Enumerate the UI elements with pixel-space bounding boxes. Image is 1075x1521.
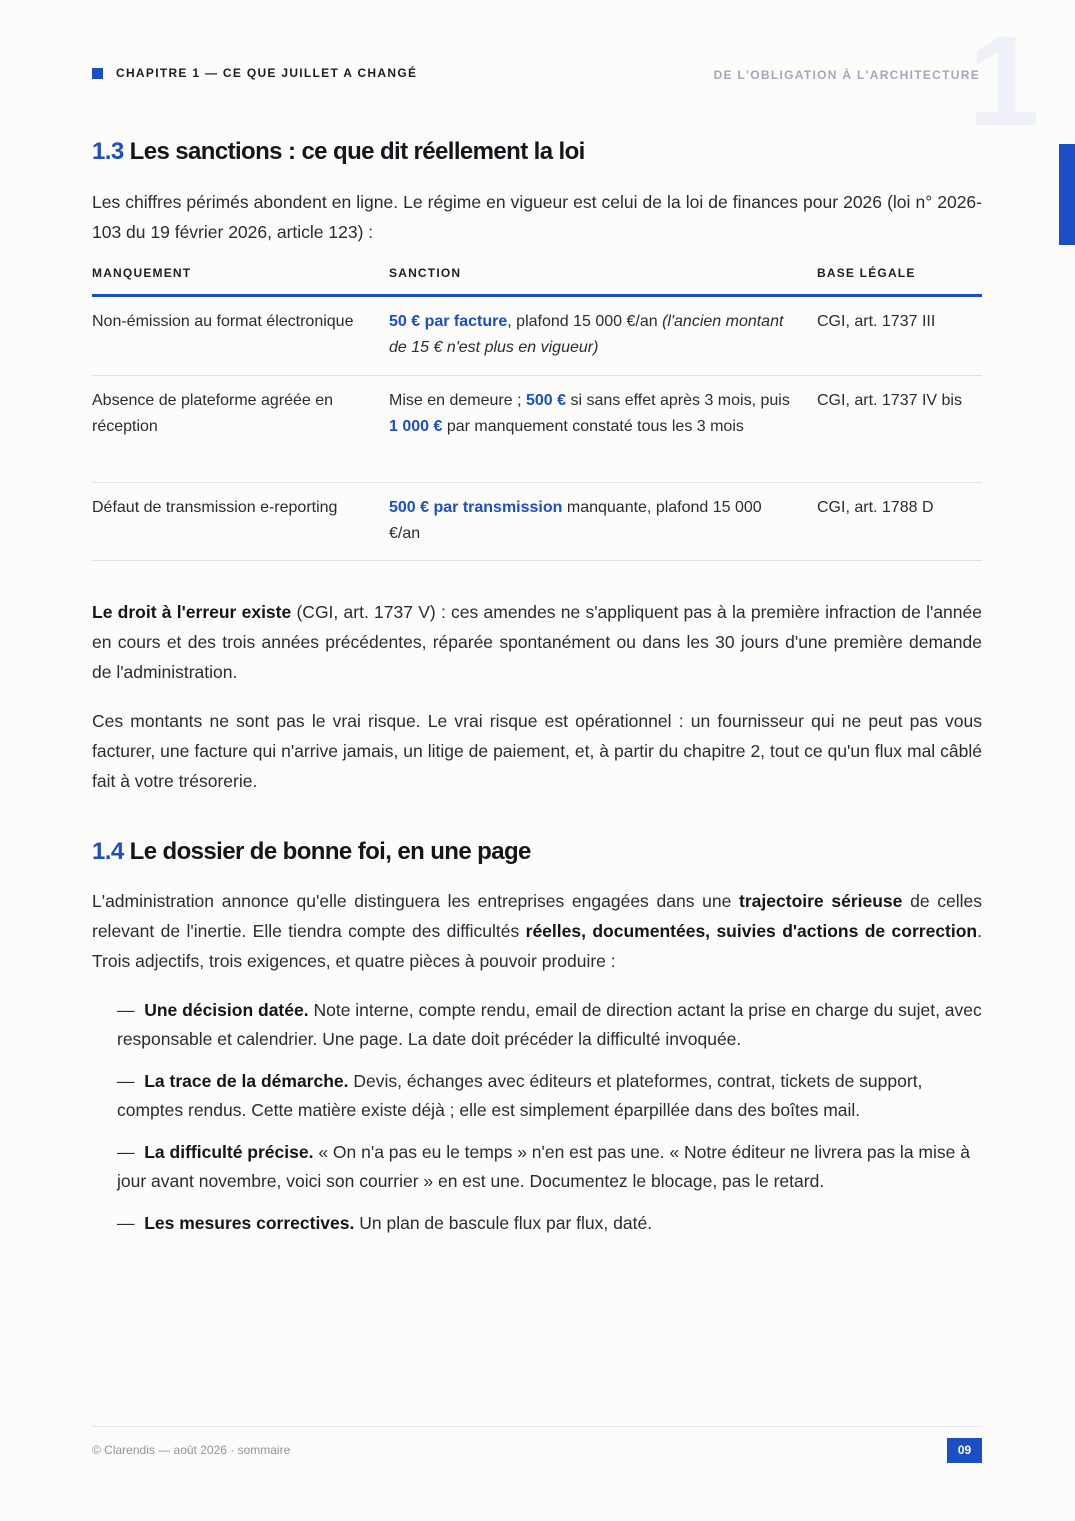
- page-number: 09: [947, 1438, 982, 1463]
- droit-erreur-paragraph: [92, 597, 982, 687]
- paragraph-text: (CGI, art. 1737 V) : ces amendes ne s'appliquent pas à la première infraction de l'année en cours et des trois années précédentes, réparée spontanément ou dans les 30 jours d'une première demande de l'administration.: [92, 602, 982, 682]
- column-header: SANCTION: [389, 266, 462, 280]
- list-item: [117, 1138, 987, 1196]
- section-number: 1.3: [92, 138, 124, 165]
- table-row: [92, 297, 982, 376]
- cell-text: Mise en demeure ;: [389, 392, 526, 409]
- section-label: DE L'OBLIGATION À L'ARCHITECTURE: [713, 68, 980, 82]
- table-cell: [389, 376, 817, 482]
- intro-paragraph: Les chiffres périmés abondent en ligne. Le régime en vigueur est celui de la loi de finances pour 2026 (loi n° 2026-103 du 19 février 2026, article 123) :: [92, 192, 982, 242]
- cell-text: par manquement constaté tous les 3 mois: [442, 418, 744, 435]
- chapter-label: CHAPITRE 1 — CE QUE JUILLET A CHANGÉ: [116, 66, 418, 80]
- section-heading-1-3: [92, 138, 585, 166]
- footer-divider: [92, 1426, 982, 1427]
- dash-bullet: —: [117, 1071, 135, 1091]
- dash-bullet: —: [117, 1213, 135, 1233]
- section-title: Les sanctions : ce que dit réellement la loi: [129, 138, 585, 165]
- dash-bullet: —: [117, 1142, 135, 1162]
- pieces-list: [117, 996, 987, 1251]
- highlight-amount: 500 €: [525, 392, 566, 409]
- item-text: Note interne, compte rendu, email de direction actant la prise en charge du sujet, avec responsable et calendrier. Une page. La date doit précéder la difficulté invoquée.: [117, 1000, 982, 1049]
- bold-lead: Le droit à l'erreur existe: [92, 602, 292, 622]
- table-row: [92, 483, 982, 561]
- list-item: [117, 1067, 987, 1125]
- bonne-foi-paragraph: [92, 886, 982, 976]
- section-heading-1-4: [92, 838, 531, 866]
- table-cell: Non-émission au format électronique: [92, 313, 354, 330]
- running-header-left: [92, 66, 417, 80]
- table-cell: [389, 483, 817, 560]
- item-title: Les mesures correctives.: [144, 1213, 355, 1233]
- risque-paragraph: Ces montants ne sont pas le vrai risque. Le vrai risque est opérationnel : un fournisseur qui ne peut pas vous facturer, une facture qui n'arrive jamais, un litige de paiement, et, à partir du chapitre 2, tout ce qu'un flux mal câblé fait à votre trésorerie.: [92, 711, 982, 791]
- item-title: La trace de la démarche.: [144, 1071, 349, 1091]
- bold-text: trajectoire sérieuse: [739, 891, 903, 911]
- dash-bullet: —: [117, 1000, 135, 1020]
- item-text: « On n'a pas eu le temps » n'en est pas une. « Notre éditeur ne livrera pas la mise à jour avant novembre, voici son courrier » en est une. Documentez le blocage, pas le retard.: [117, 1142, 970, 1191]
- chapter-watermark-number: 1: [968, 10, 1040, 153]
- italic-note: (l'ancien montant de 15 € n'est plus en vigueur): [389, 313, 784, 356]
- table-header: [92, 262, 982, 297]
- chapter-side-tab: [1059, 144, 1075, 245]
- highlight-amount: 500 € par transmission: [389, 499, 563, 516]
- section-number: 1.4: [92, 838, 124, 865]
- item-title: Une décision datée.: [144, 1000, 309, 1020]
- square-bullet-icon: [92, 68, 103, 79]
- bold-text: réelles, documentées, suivies d'actions de correction: [525, 921, 978, 941]
- list-item: [117, 996, 987, 1054]
- column-header: MANQUEMENT: [92, 266, 192, 280]
- column-header: BASE LÉGALE: [817, 266, 916, 280]
- sanctions-table: [92, 262, 982, 561]
- item-text: Devis, échanges avec éditeurs et plateformes, contrat, tickets de support, comptes rendus. Cette matière existe déjà ; elle est simplement éparpillée dans des boîtes mail.: [117, 1071, 923, 1120]
- footer-credit: © Clarendis — août 2026 · sommaire: [92, 1443, 291, 1457]
- table-cell: CGI, art. 1788 D: [817, 499, 934, 516]
- cell-text: , plafond 15 000 €/an: [507, 313, 663, 330]
- table-cell: CGI, art. 1737 IV bis: [817, 392, 962, 409]
- paragraph-text: de celles relevant de l'inertie. Elle tiendra compte des difficultés: [92, 891, 982, 941]
- table-cell: Défaut de transmission e-reporting: [92, 499, 338, 516]
- table-cell: CGI, art. 1737 III: [817, 313, 936, 330]
- highlight-amount: 1 000 €: [389, 418, 443, 435]
- paragraph-text: . Trois adjectifs, trois exigences, et quatre pièces à pouvoir produire :: [92, 921, 982, 971]
- table-row: [92, 376, 982, 483]
- paragraph-text: L'administration annonce qu'elle distinguera les entreprises engagées dans une: [92, 891, 740, 911]
- cell-text: manquante, plafond 15 000 €/an: [389, 499, 762, 542]
- list-item: [117, 1209, 987, 1238]
- cell-text: si sans effet après 3 mois, puis: [566, 392, 790, 409]
- table-cell: [389, 297, 817, 375]
- item-text: Un plan de bascule flux par flux, daté.: [354, 1213, 653, 1233]
- highlight-amount: 50 € par facture: [389, 313, 508, 330]
- section-title: Le dossier de bonne foi, en une page: [129, 838, 531, 865]
- table-cell: Absence de plateforme agréée en réception: [92, 392, 334, 435]
- item-title: La difficulté précise.: [144, 1142, 314, 1162]
